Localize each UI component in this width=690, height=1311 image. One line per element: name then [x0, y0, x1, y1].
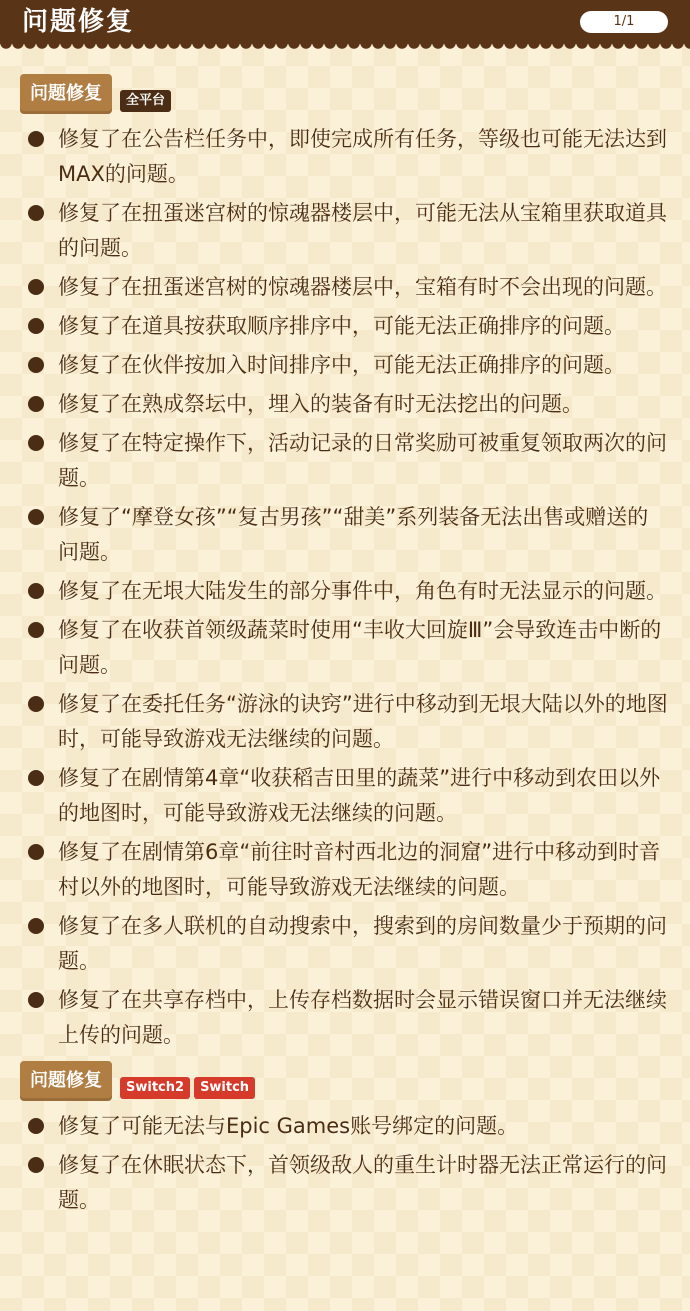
- item-text: 修复了在剧情第4章“收获稻吉田里的蔬菜”进行中移动到农田以外的地图时，可能导致游戏无法继续的问题。: [58, 766, 661, 825]
- platform-tag-switch: Switch: [194, 1077, 255, 1099]
- fix-list: [0, 1109, 690, 1218]
- bullet-dot-icon: [28, 622, 44, 638]
- page-title: 问题修复: [22, 7, 135, 37]
- bullet-dot-icon: [28, 131, 44, 147]
- list-item: [0, 687, 690, 757]
- item-text: 修复了在剧情第6章“前往时音村西北边的洞窟”进行中移动到时音村以外的地图时，可能导致游戏无法继续的问题。: [58, 840, 661, 899]
- bullet-dot-icon: [28, 509, 44, 525]
- bullet-dot-icon: [28, 770, 44, 786]
- section-all-platforms: [0, 74, 690, 1053]
- section-title: 问题修复: [20, 74, 112, 114]
- item-text: 修复了在伙伴按加入时间排序中，可能无法正确排序的问题。: [58, 353, 625, 377]
- bullet-dot-icon: [28, 279, 44, 295]
- bullet-dot-icon: [28, 844, 44, 860]
- item-text: 修复了在扭蛋迷宫树的惊魂器楼层中，宝箱有时不会出现的问题。: [58, 275, 667, 299]
- item-text: 修复了可能无法与Epic Games账号绑定的问题。: [58, 1114, 519, 1138]
- bullet-dot-icon: [28, 357, 44, 373]
- list-item: [0, 387, 690, 422]
- item-text: 修复了在熟成祭坛中，埋入的装备有时无法挖出的问题。: [58, 392, 583, 416]
- list-item: [0, 426, 690, 496]
- list-item: [0, 909, 690, 979]
- list-item: [0, 270, 690, 305]
- header-bar: [0, 0, 690, 44]
- bullet-dot-icon: [28, 205, 44, 221]
- list-item: [0, 574, 690, 609]
- list-item: [0, 835, 690, 905]
- bullet-dot-icon: [28, 918, 44, 934]
- content-area: [0, 74, 690, 1222]
- bullet-dot-icon: [28, 318, 44, 334]
- bullet-dot-icon: [28, 396, 44, 412]
- list-item: [0, 983, 690, 1053]
- page-indicator: 1/1: [580, 11, 668, 33]
- item-text: 修复了在多人联机的自动搜索中，搜索到的房间数量少于预期的问题。: [58, 914, 667, 973]
- bullet-dot-icon: [28, 992, 44, 1008]
- platform-tag-all: 全平台: [120, 90, 171, 112]
- header-scallop-border: [0, 43, 690, 52]
- item-text: 修复了在休眠状态下，首领级敌人的重生计时器无法正常运行的问题。: [58, 1153, 667, 1212]
- bullet-dot-icon: [28, 435, 44, 451]
- bullet-dot-icon: [28, 1157, 44, 1173]
- list-item: [0, 196, 690, 266]
- bullet-dot-icon: [28, 583, 44, 599]
- list-item: [0, 761, 690, 831]
- platform-tag-switch2: Switch2: [120, 1077, 190, 1099]
- list-item: [0, 348, 690, 383]
- item-text: 修复了在特定操作下，活动记录的日常奖励可被重复领取两次的问题。: [58, 431, 667, 490]
- list-item: [0, 500, 690, 570]
- list-item: [0, 122, 690, 192]
- section-switch: [0, 1061, 690, 1218]
- item-text: 修复了在扭蛋迷宫树的惊魂器楼层中，可能无法从宝箱里获取道具的问题。: [58, 201, 667, 260]
- list-item: [0, 1148, 690, 1218]
- item-text: 修复了在共享存档中，上传存档数据时会显示错误窗口并无法继续上传的问题。: [58, 988, 667, 1047]
- bullet-dot-icon: [28, 1118, 44, 1134]
- list-item: [0, 309, 690, 344]
- item-text: 修复了在无垠大陆发生的部分事件中，角色有时无法显示的问题。: [58, 579, 667, 603]
- item-text: 修复了在公告栏任务中，即使完成所有任务，等级也可能无法达到MAX的问题。: [58, 127, 667, 186]
- bullet-dot-icon: [28, 696, 44, 712]
- list-item: [0, 613, 690, 683]
- fix-list: [0, 122, 690, 1053]
- item-text: 修复了在收获首领级蔬菜时使用“丰收大回旋Ⅲ”会导致连击中断的问题。: [58, 618, 662, 677]
- item-text: 修复了“摩登女孩”“复古男孩”“甜美”系列装备无法出售或赠送的问题。: [58, 505, 649, 564]
- section-header: [20, 74, 690, 114]
- section-header: [20, 1061, 690, 1101]
- section-title: 问题修复: [20, 1061, 112, 1101]
- platform-tags: [120, 90, 175, 112]
- item-text: 修复了在委托任务“游泳的诀窍”进行中移动到无垠大陆以外的地图时，可能导致游戏无法继续的问题。: [58, 692, 668, 751]
- item-text: 修复了在道具按获取顺序排序中，可能无法正确排序的问题。: [58, 314, 625, 338]
- list-item: [0, 1109, 690, 1144]
- platform-tags: [120, 1077, 259, 1099]
